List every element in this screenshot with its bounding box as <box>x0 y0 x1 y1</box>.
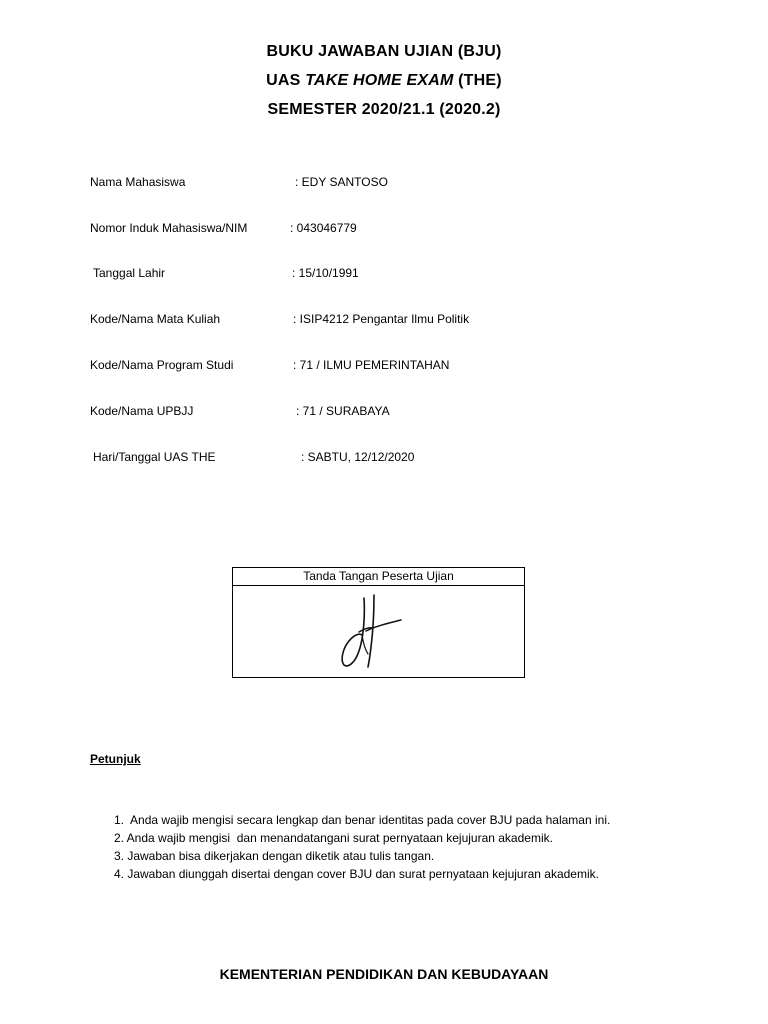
document-title-line-2 <box>0 72 768 90</box>
instruction-item: 4. Jawaban diunggah disertai dengan cover BJU dan surat pernyataan kejujuran akademik. <box>114 867 599 881</box>
hari-tanggal-value: : SABTU, 12/12/2020 <box>301 450 415 464</box>
upbjj-label: Kode/Nama UPBJJ <box>90 404 194 418</box>
nim-value: : 043046779 <box>290 221 357 235</box>
nim-label: Nomor Induk Mahasiswa/NIM <box>90 221 248 235</box>
program-studi-label: Kode/Nama Program Studi <box>90 358 234 372</box>
title-suffix: (THE) <box>453 72 502 89</box>
instruction-item: 2. Anda wajib mengisi dan menandatangani surat pernyataan kejujuran akademik. <box>114 831 553 845</box>
mata-kuliah-label: Kode/Nama Mata Kuliah <box>90 312 221 326</box>
mata-kuliah-value: : ISIP4212 Pengantar Ilmu Politik <box>293 312 470 326</box>
signature-box <box>232 567 525 678</box>
title-italic: TAKE HOME EXAM <box>305 72 454 89</box>
handwritten-signature <box>233 586 524 677</box>
ministry-footer: KEMENTERIAN PENDIDIKAN DAN KEBUDAYAAN <box>219 966 549 982</box>
title-prefix: UAS <box>266 72 306 89</box>
hari-tanggal-label: Hari/Tanggal UAS THE <box>93 450 216 464</box>
instructions-heading: Petunjuk <box>90 752 141 766</box>
document-title-line-3: SEMESTER 2020/21.1 (2020.2) <box>267 101 501 118</box>
nama-label: Nama Mahasiswa <box>90 175 186 189</box>
tanggal-lahir-value: : 15/10/1991 <box>292 266 359 280</box>
signature-heading: Tanda Tangan Peserta Ujian <box>233 568 524 586</box>
instruction-item: 1. Anda wajib mengisi secara lengkap dan benar identitas pada cover BJU pada halaman ini. <box>114 813 611 827</box>
nama-value: : EDY SANTOSO <box>295 175 388 189</box>
document-title-line-1: BUKU JAWABAN UJIAN (BJU) <box>266 43 502 60</box>
tanggal-lahir-label: Tanggal Lahir <box>93 266 166 280</box>
instruction-item: 3. Jawaban bisa dikerjakan dengan diketik atau tulis tangan. <box>114 849 435 863</box>
instructions-list <box>114 811 610 883</box>
upbjj-value: : 71 / SURABAYA <box>296 404 390 418</box>
program-studi-value: : 71 / ILMU PEMERINTAHAN <box>293 358 450 372</box>
